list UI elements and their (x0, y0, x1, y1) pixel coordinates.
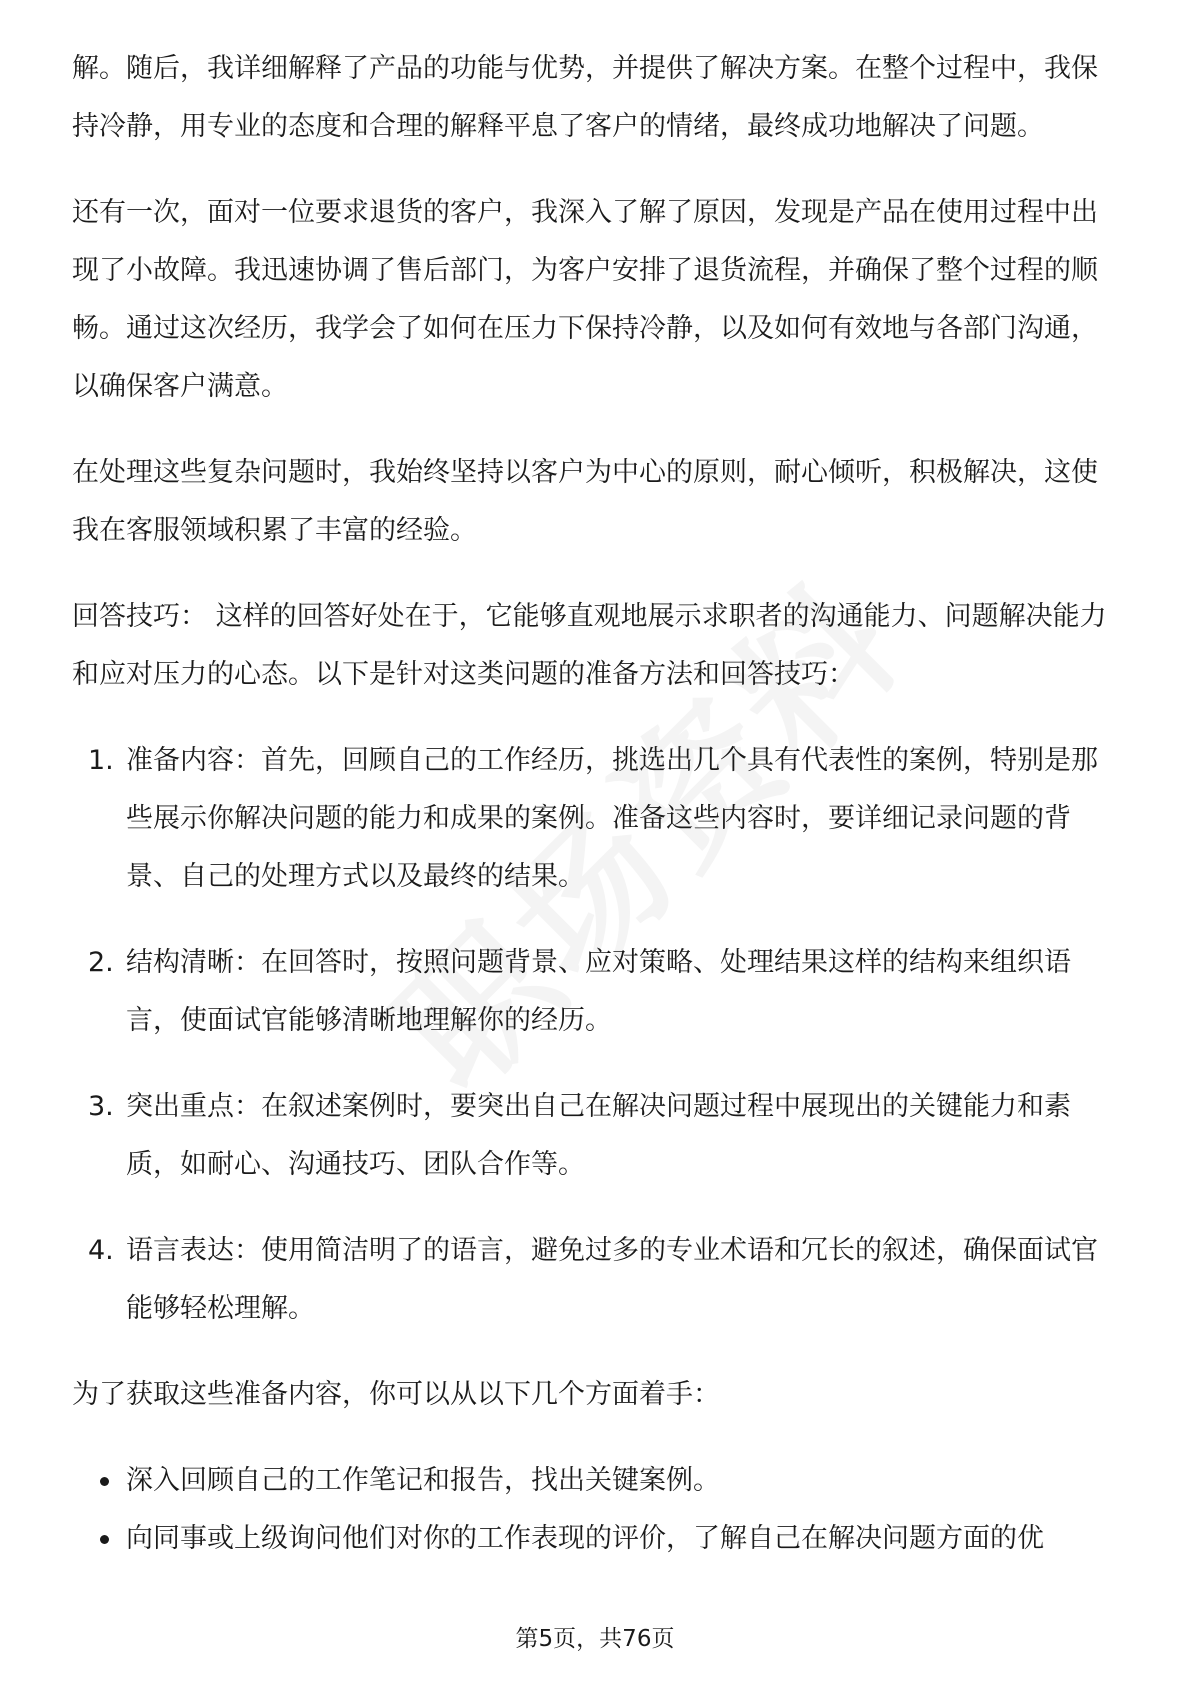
answer-tips-paragraph: 回答技巧： 这样的回答好处在于，它能够直观地展示求职者的沟通能力、问题解决能力和应对压力的心态。以下是针对这类问题的准备方法和回答技巧： (72, 601, 1107, 690)
paragraph: 在处理这些复杂问题时，我始终坚持以客户为中心的原则，耐心倾听，积极解决，这使我在客服领域积累了丰富的经验。 (72, 457, 1098, 546)
bullet-item-text: 向同事或上级询问他们对你的工作表现的评价，了解自己在解决问题方面的优 (126, 1523, 1044, 1554)
bullet-list (72, 1452, 1118, 1568)
list-item (72, 1078, 1118, 1194)
bullet-item (72, 1510, 1118, 1568)
page-number-footer: 第5页，共76页 (515, 1626, 675, 1652)
bullet-icon (100, 1535, 109, 1544)
list-number: 1. (88, 745, 114, 776)
list-number: 2. (88, 947, 114, 978)
page-content (72, 40, 1118, 1568)
paragraph: 为了获取这些准备内容，你可以从以下几个方面着手： (72, 1379, 720, 1410)
list-number: 3. (88, 1091, 114, 1122)
paragraph: 还有一次，面对一位要求退货的客户，我深入了解了原因，发现是产品在使用过程中出现了小故障。我迅速协调了售后部门，为客户安排了退货流程，并确保了整个过程的顺畅。通过这次经历，我学会了如何在压力下保持冷静，以及如何有效地与各部门沟通，以确保客户满意。 (72, 197, 1098, 402)
bullet-item (72, 1452, 1118, 1510)
list-item (72, 1222, 1118, 1338)
list-item-text: 语言表达：使用简洁明了的语言，避免过多的专业术语和冗长的叙述，确保面试官能够轻松理解。 (126, 1235, 1098, 1324)
list-item (72, 934, 1118, 1050)
list-item-text: 结构清晰：在回答时，按照问题背景、应对策略、处理结果这样的结构来组织语言，使面试官能够清晰地理解你的经历。 (126, 947, 1071, 1036)
list-number: 4. (88, 1235, 114, 1266)
list-item-text: 突出重点：在叙述案例时，要突出自己在解决问题过程中展现出的关键能力和素质，如耐心、沟通技巧、团队合作等。 (126, 1091, 1071, 1180)
bullet-icon (100, 1477, 109, 1486)
list-item (72, 732, 1118, 906)
numbered-list (72, 732, 1118, 1338)
list-item-text: 准备内容：首先，回顾自己的工作经历，挑选出几个具有代表性的案例，特别是那些展示你解决问题的能力和成果的案例。准备这些内容时，要详细记录问题的背景、自己的处理方式以及最终的结果。 (126, 745, 1098, 892)
paragraph: 解。随后，我详细解释了产品的功能与优势，并提供了解决方案。在整个过程中，我保持冷静，用专业的态度和合理的解释平息了客户的情绪，最终成功地解决了问题。 (72, 53, 1098, 142)
bullet-item-text: 深入回顾自己的工作笔记和报告，找出关键案例。 (126, 1465, 720, 1496)
